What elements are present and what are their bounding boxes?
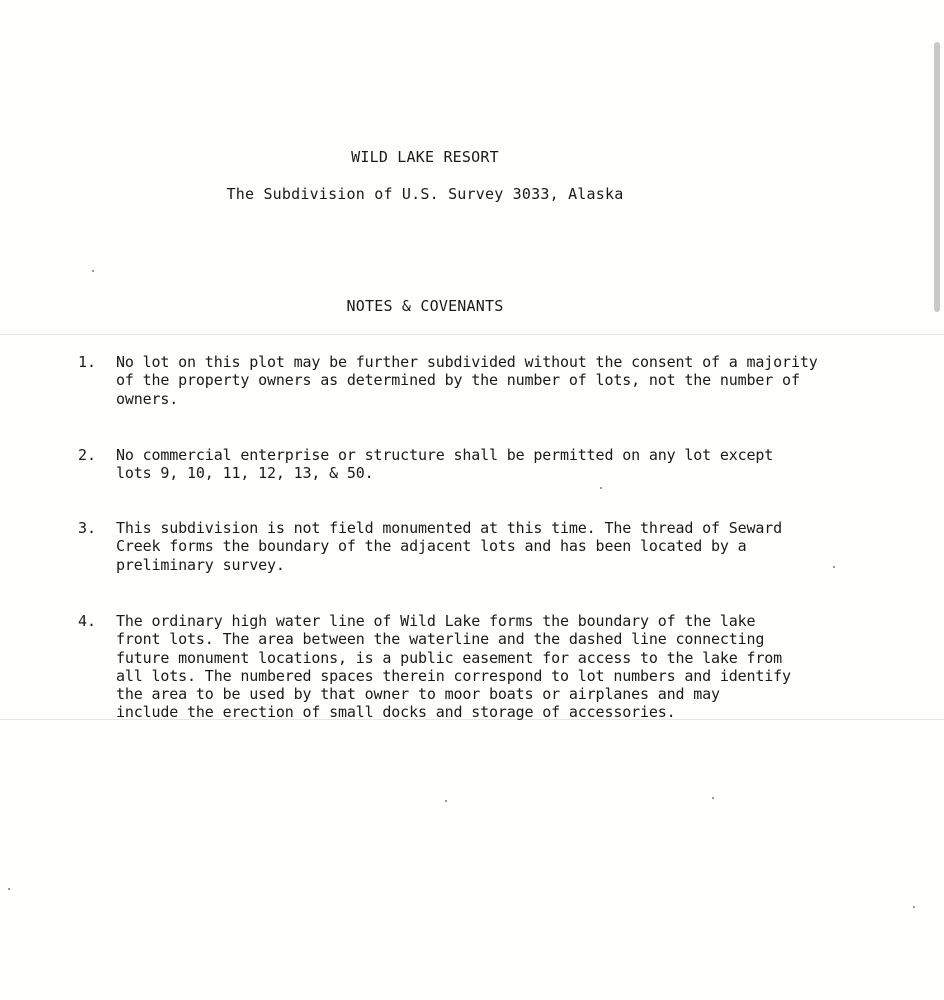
paper-speck [445, 800, 447, 802]
section-heading: NOTES & COVENANTS [346, 297, 504, 315]
scrollbar-thumb[interactable] [934, 42, 940, 312]
note-text: No commercial enterprise or structure shall be permitted on any lot except lots 9, 10, 11, 12, 13, & 50. [116, 446, 774, 483]
paper-speck [833, 566, 835, 568]
document-subtitle: The Subdivision of U.S. Survey 3033, Alaska [226, 185, 624, 203]
paper-speck [712, 797, 714, 799]
note-number: 1. [78, 353, 97, 371]
paper-speck [92, 270, 94, 272]
paper-speck [600, 487, 602, 489]
paper-speck [913, 906, 915, 908]
document-title: WILD LAKE RESORT [351, 148, 499, 166]
note-text: No lot on this plot may be further subdivided without the consent of a majority of the property owners as determined by the number of lots, not the number of owners. [116, 353, 818, 408]
note-number: 2. [78, 446, 97, 464]
note-text: The ordinary high water line of Wild Lake forms the boundary of the lake front lots. The area between the waterline and the dashed line connecting future monument locations, is a public easement for access to the lake from all lots. The numbered spaces therein correspond to lot numbers and identify the area to be used by that owner to moor boats or airplanes and may include the erection of small docks and storage of accessories. [116, 612, 791, 722]
paper-fold-line [0, 334, 944, 335]
note-text: This subdivision is not field monumented at this time. The thread of Seward Creek forms the boundary of the adjacent lots and has been located by a preliminary survey. [116, 519, 783, 574]
paper-speck [8, 888, 10, 890]
note-number: 3. [78, 519, 97, 537]
note-number: 4. [78, 612, 97, 630]
